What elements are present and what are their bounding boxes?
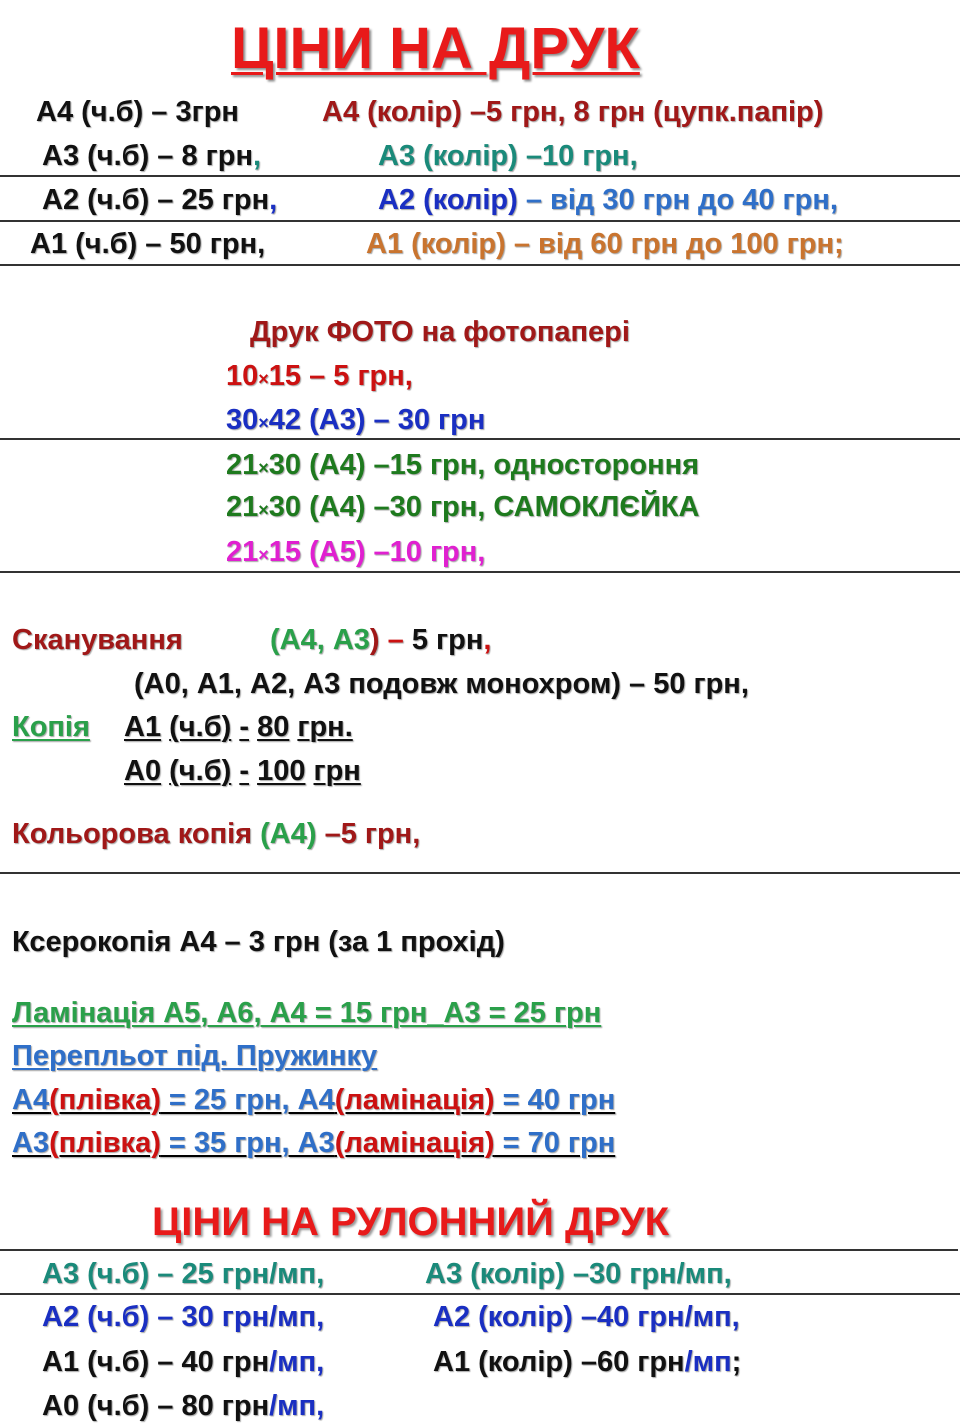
a3-bw-price: А3 (ч.б) – 8 грн, [42, 140, 262, 172]
photo-21x30-single-price: 21×30 (А4) –15 грн, одностороння [226, 449, 700, 481]
xerox-price: Ксерокопія А4 – 3 грн (за 1 прохід) [12, 926, 505, 958]
roll-a0-bw-price: А0 (ч.б) – 80 грн/мп, [42, 1390, 325, 1422]
binding-a4-price: А4(плівка) = 25 грн, А4(ламінація) = 40 грн [12, 1084, 616, 1116]
photo-21x30-sticker-price: 21×30 (А4) –30 грн, САМОКЛЄЙКА [226, 491, 700, 523]
roll-a2-bw-price: А2 (ч.б) – 30 грн/мп, [42, 1301, 325, 1333]
a2-bw-price: А2 (ч.б) – 25 грн, [42, 184, 278, 216]
photo-30x42-price: 30×42 (А3) – 30 грн [226, 404, 486, 436]
divider [0, 438, 960, 440]
a4-color-price: А4 (колір) –5 грн, 8 грн (цупк.папір) [322, 96, 824, 128]
color-copy-price: Кольорова копія (А4) –5 грн, [12, 818, 421, 850]
roll-a3-bw-price: А3 (ч.б) – 25 грн/мп, [42, 1258, 325, 1290]
divider [0, 1293, 960, 1295]
scan-label: Сканування [12, 624, 183, 656]
roll-a2-color-price: А2 (колір) –40 грн/мп, [433, 1301, 740, 1333]
roll-a1-bw-price: А1 (ч.б) – 40 грн/мп, [42, 1346, 325, 1378]
roll-a1-color-price: А1 (колір) –60 грн/мп; [433, 1346, 742, 1378]
photo-10x15-price: 10×15 – 5 грн, [226, 360, 413, 392]
page-title: ЦІНИ НА ДРУК [231, 16, 640, 81]
divider [0, 175, 960, 177]
a3-color-price: А3 (колір) –10 грн, [378, 140, 638, 172]
photo-21x15-price: 21×15 (А5) –10 грн, [226, 536, 486, 568]
roll-title: ЦІНИ НА РУЛОННИЙ ДРУК [152, 1200, 669, 1244]
photo-heading: Друк ФОТО на фотопапері [250, 316, 630, 348]
divider [0, 872, 960, 874]
divider [0, 571, 960, 573]
lamination-price: Ламінація А5, А6, А4 = 15 грн_А3 = 25 грн [12, 997, 602, 1029]
copy-a1-price: А1 (ч.б) - 80 грн. [124, 711, 353, 743]
a1-bw-price: А1 (ч.б) – 50 грн, [30, 228, 266, 260]
divider [0, 264, 960, 266]
a4-bw-price: А4 (ч.б) – 3грн [36, 96, 239, 128]
a2-color-price: А2 (колір) – від 30 грн до 40 грн, [378, 184, 838, 216]
scan-a4-a3-price: (А4, А3) – 5 грн, [270, 624, 492, 656]
binding-heading: Перепльот під. Пружинку [12, 1040, 378, 1072]
binding-a3-price: А3(плівка) = 35 грн, А3(ламінація) = 70 грн [12, 1127, 616, 1159]
roll-a3-color-price: А3 (колір) –30 грн/мп, [425, 1258, 732, 1290]
scan-large-price: (А0, А1, А2, А3 подовж монохром) – 50 грн, [134, 668, 749, 700]
divider [0, 220, 960, 222]
a1-color-price: А1 (колір) – від 60 грн до 100 грн; [366, 228, 844, 260]
copy-label: Копія [12, 711, 90, 743]
copy-a0-price: А0 (ч.б) - 100 грн [124, 755, 361, 787]
divider [0, 1249, 958, 1251]
